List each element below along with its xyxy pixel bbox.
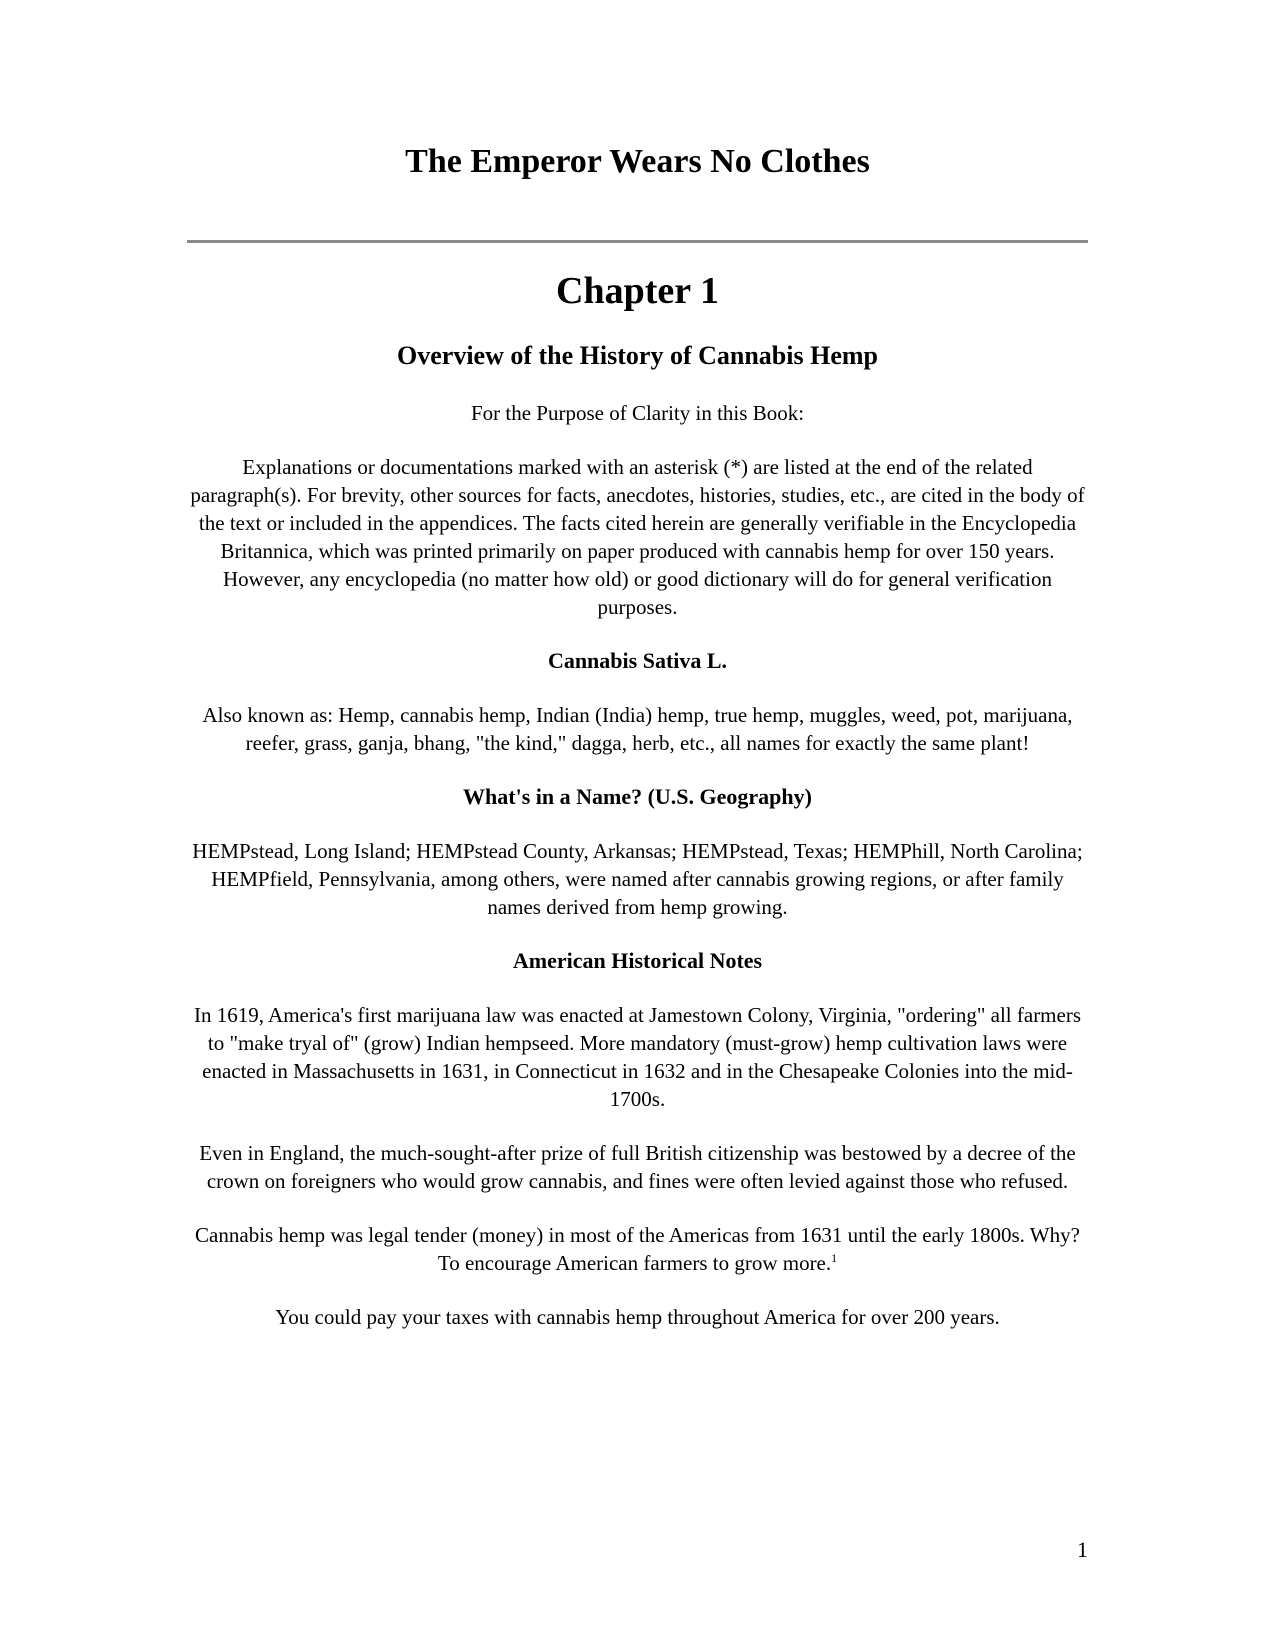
section-heading-whats-in-a-name: What's in a Name? (U.S. Geography) (463, 784, 812, 809)
chapter-subtitle: Overview of the History of Cannabis Hemp (397, 341, 878, 370)
paragraph-us-geography: HEMPstead, Long Island; HEMPstead County, Arkansas; HEMPstead, Texas; HEMPhill, North Carolina; HEMPfield, Pennsylvania, among others, were named after cannabis growing regions, or after family names derived from hemp growing. (192, 839, 1083, 919)
section-heading-cannabis-sativa: Cannabis Sativa L. (547, 648, 728, 673)
chapter-heading: Chapter 1 (556, 270, 719, 312)
page-content (187, 0, 1088, 1331)
paragraph-jamestown-law: In 1619, America's first marijuana law was enacted at Jamestown Colony, Virginia, "ordering" all farmers to "make tryal of" (grow) Indian hempseed. More mandatory (must-grow) hemp cultivation laws were enacted in Massachusetts in 1631, in Connecticut in 1632 and in the Chesapeake Colonies into the mid-1700s. (193, 1003, 1082, 1111)
paragraph-taxes: You could pay your taxes with cannabis hemp throughout America for over 200 years. (275, 1305, 1000, 1329)
horizontal-divider (187, 240, 1088, 243)
book-title: The Emperor Wears No Clothes (405, 143, 870, 180)
clarity-note: For the Purpose of Clarity in this Book: (470, 401, 805, 425)
paragraph-also-known-as: Also known as: Hemp, cannabis hemp, Indian (India) hemp, true hemp, muggles, weed, pot, marijuana, reefer, grass, ganja, bhang, "the kind," dagga, herb, etc., all names for exactly the same plant! (202, 703, 1073, 755)
page-number: 1 (1077, 1537, 1088, 1562)
paragraph-legal-tender (187, 1221, 1088, 1277)
footnote-marker: 1 (831, 1251, 838, 1265)
section-heading-american-historical-notes: American Historical Notes (512, 948, 763, 973)
paragraph-england-citizenship: Even in England, the much-sought-after prize of full British citizenship was bestowed by a decree of the crown on foreigners who would grow cannabis, and fines were often levied against those who refused. (199, 1141, 1076, 1193)
paragraph-legal-tender-text: Cannabis hemp was legal tender (money) in most of the Americas from 1631 until the early 1800s. Why? To encourage American farmers to grow more. (195, 1223, 1080, 1275)
clarity-paragraph: Explanations or documentations marked with an asterisk (*) are listed at the end of the related paragraph(s). For brevity, other sources for facts, anecdotes, histories, studies, etc., are cited in the body of the text or included in the appendices. The facts cited herein are generally verifiable in the Encyclopedia Britannica, which was printed primarily on paper produced with cannabis hemp for over 150 years. However, any encyclopedia (no matter how old) or good dictionary will do for general verification purposes. (190, 455, 1085, 619)
